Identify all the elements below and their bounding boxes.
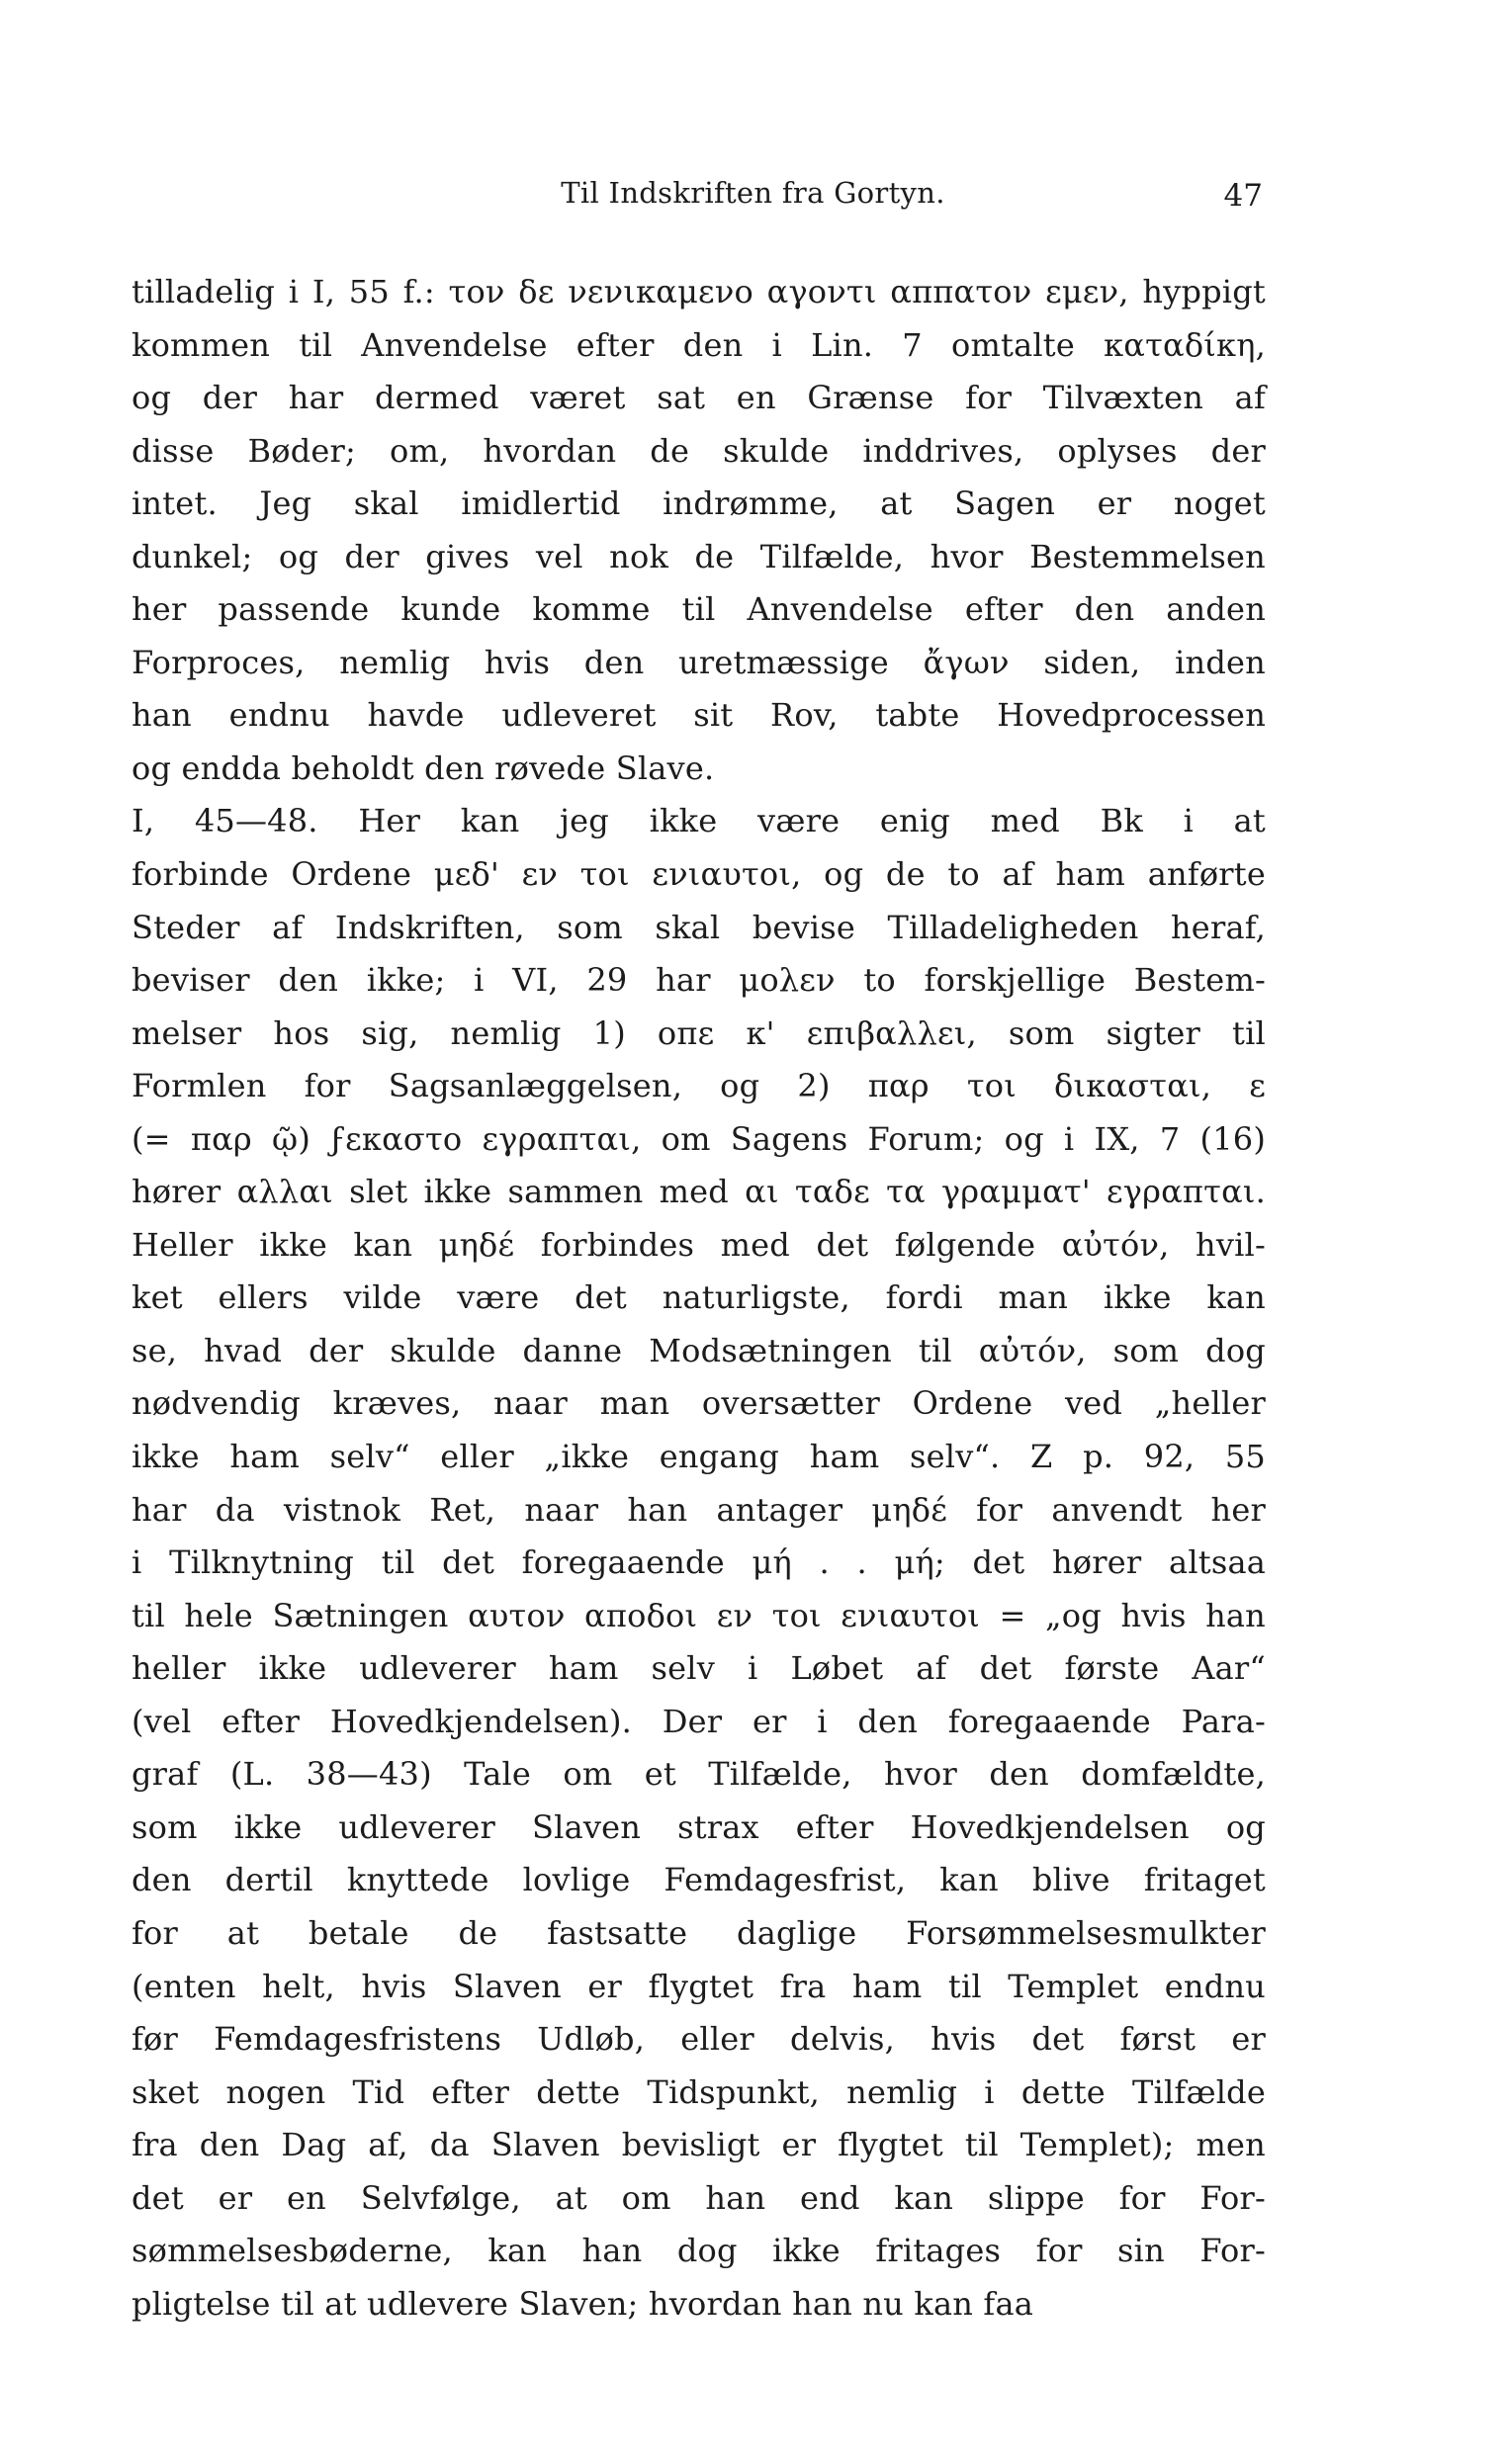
text-line: og der har dermed været sat en Grænse for Tilvæxten af [132,379,1266,417]
text-line: (enten helt, hvis Slaven er flygtet fra ham til Templet endnu [132,1967,1266,2005]
text-line: hører αλλαι slet ikke sammen med αι ταδε τα γραμματ' εγραπται. [132,1173,1266,1211]
text-line: har da vistnok Ret, naar han antager μηδέ for anvendt her [132,1490,1266,1529]
text-line: kommen til Anvendelse efter den i Lin. 7 omtalte καταδίκη, [132,325,1266,364]
text-line: før Femdagesfristens Udløb, eller delvis, hvis det først er [132,2020,1266,2059]
text-line: tilladelig i I, 55 f.: τον δε νενικαμενο αγοντι αππατον εμεν, hyppigt [132,273,1266,310]
text-line: den dertil knyttede lovlige Femdagesfrist, kan blive fritaget [132,1861,1266,1899]
text-line: forbinde Ordene μεδ' εν τοι ενιαυτοι, og de to af ham anførte [132,855,1266,894]
text-line: han endnu havde udleveret sit Rov, tabte Hovedprocessen [132,696,1266,735]
text-line: disse Bøder; om, hvordan de skulde inddrives, oplyses der [132,431,1266,470]
text-line: her passende kunde komme til Anvendelse efter den anden [132,590,1266,629]
text-line: fra den Dag af, da Slaven bevisligt er flygtet til Templet); men [132,2126,1266,2164]
text-line: ikke ham selv“ eller „ikke engang ham selv“. Z p. 92, 55 [132,1438,1266,1476]
text-line: for at betale de fastsatte daglige Forsømmelsesmulkter [132,1913,1266,1952]
text-line: (vel efter Hovedkjendelsen). Der er i den foregaaende Para- [132,1702,1266,1740]
text-line: heller ikke udleverer ham selv i Løbet af det første Aar“ [132,1649,1266,1688]
text-line: beviser den ikke; i VI, 29 har μολεν to forskjellige Bestem- [132,961,1266,1000]
text-line: sket nogen Tid efter dette Tidspunkt, nemlig i dette Tilfælde [132,2072,1266,2111]
text-line: melser hos sig, nemlig 1) οπε κ' επιβαλλει, som sigter til [132,1013,1266,1052]
text-line: sømmelsesbøderne, kan han dog ikke fritages for sin For- [132,2232,1266,2270]
text-line: ket ellers vilde være det naturligste, fordi man ikke kan [132,1278,1266,1317]
text-line: til hele Sætningen αυτον αποδοι εν τοι ενιαυτοι = „og hvis han [132,1596,1266,1634]
running-title: Til Indskriften fra Gortyn. [561,176,945,210]
text-line: Forproces, nemlig hvis den uretmæssige ἄγων siden, inden [132,643,1266,681]
text-line: graf (L. 38—43) Tale om et Tilfælde, hvor den domfældte, [132,1755,1266,1794]
text-line: I, 45—48. Her kan jeg ikke være enig med Bk i at [132,802,1266,840]
text-line: Formlen for Sagsanlæggelsen, og 2) παρ τοι δικασται, ε [132,1067,1266,1105]
text-line: (= παρ ῷ) ϝεκαστο εγραπται, om Sagens Forum; og i IX, 7 (16) [132,1119,1266,1158]
text-line: se, hvad der skulde danne Modsætningen til αὐτόν, som dog [132,1331,1266,1369]
text-line: i Tilknytning til det foregaaende μή . . μή; det hører altsaa [132,1543,1266,1582]
text-line: pligtelse til at udlevere Slaven; hvordan han nu kan faa [132,2284,1034,2323]
text-line: dunkel; og der gives vel nok de Tilfælde, hvor Bestemmelsen [132,537,1266,575]
running-head [0,176,1506,225]
text-line: intet. Jeg skal imidlertid indrømme, at Sagen er noget [132,484,1266,523]
text-line: det er en Selvfølge, at om han end kan slippe for For- [132,2178,1266,2217]
text-line: nødvendig kræves, naar man oversætter Ordene ved „heller [132,1384,1266,1423]
page-number: 47 [1223,178,1263,214]
text-line: og endda beholdt den røvede Slave. [132,748,715,787]
body-text [132,266,1266,2331]
text-line: som ikke udleverer Slaven strax efter Hovedkjendelsen og [132,1807,1266,1846]
text-line: Heller ikke kan μηδέ forbindes med det følgende αὐτόν, hvil- [132,1225,1266,1264]
text-line: Steder af Indskriften, som skal bevise Tilladeligheden heraf, [132,908,1266,946]
